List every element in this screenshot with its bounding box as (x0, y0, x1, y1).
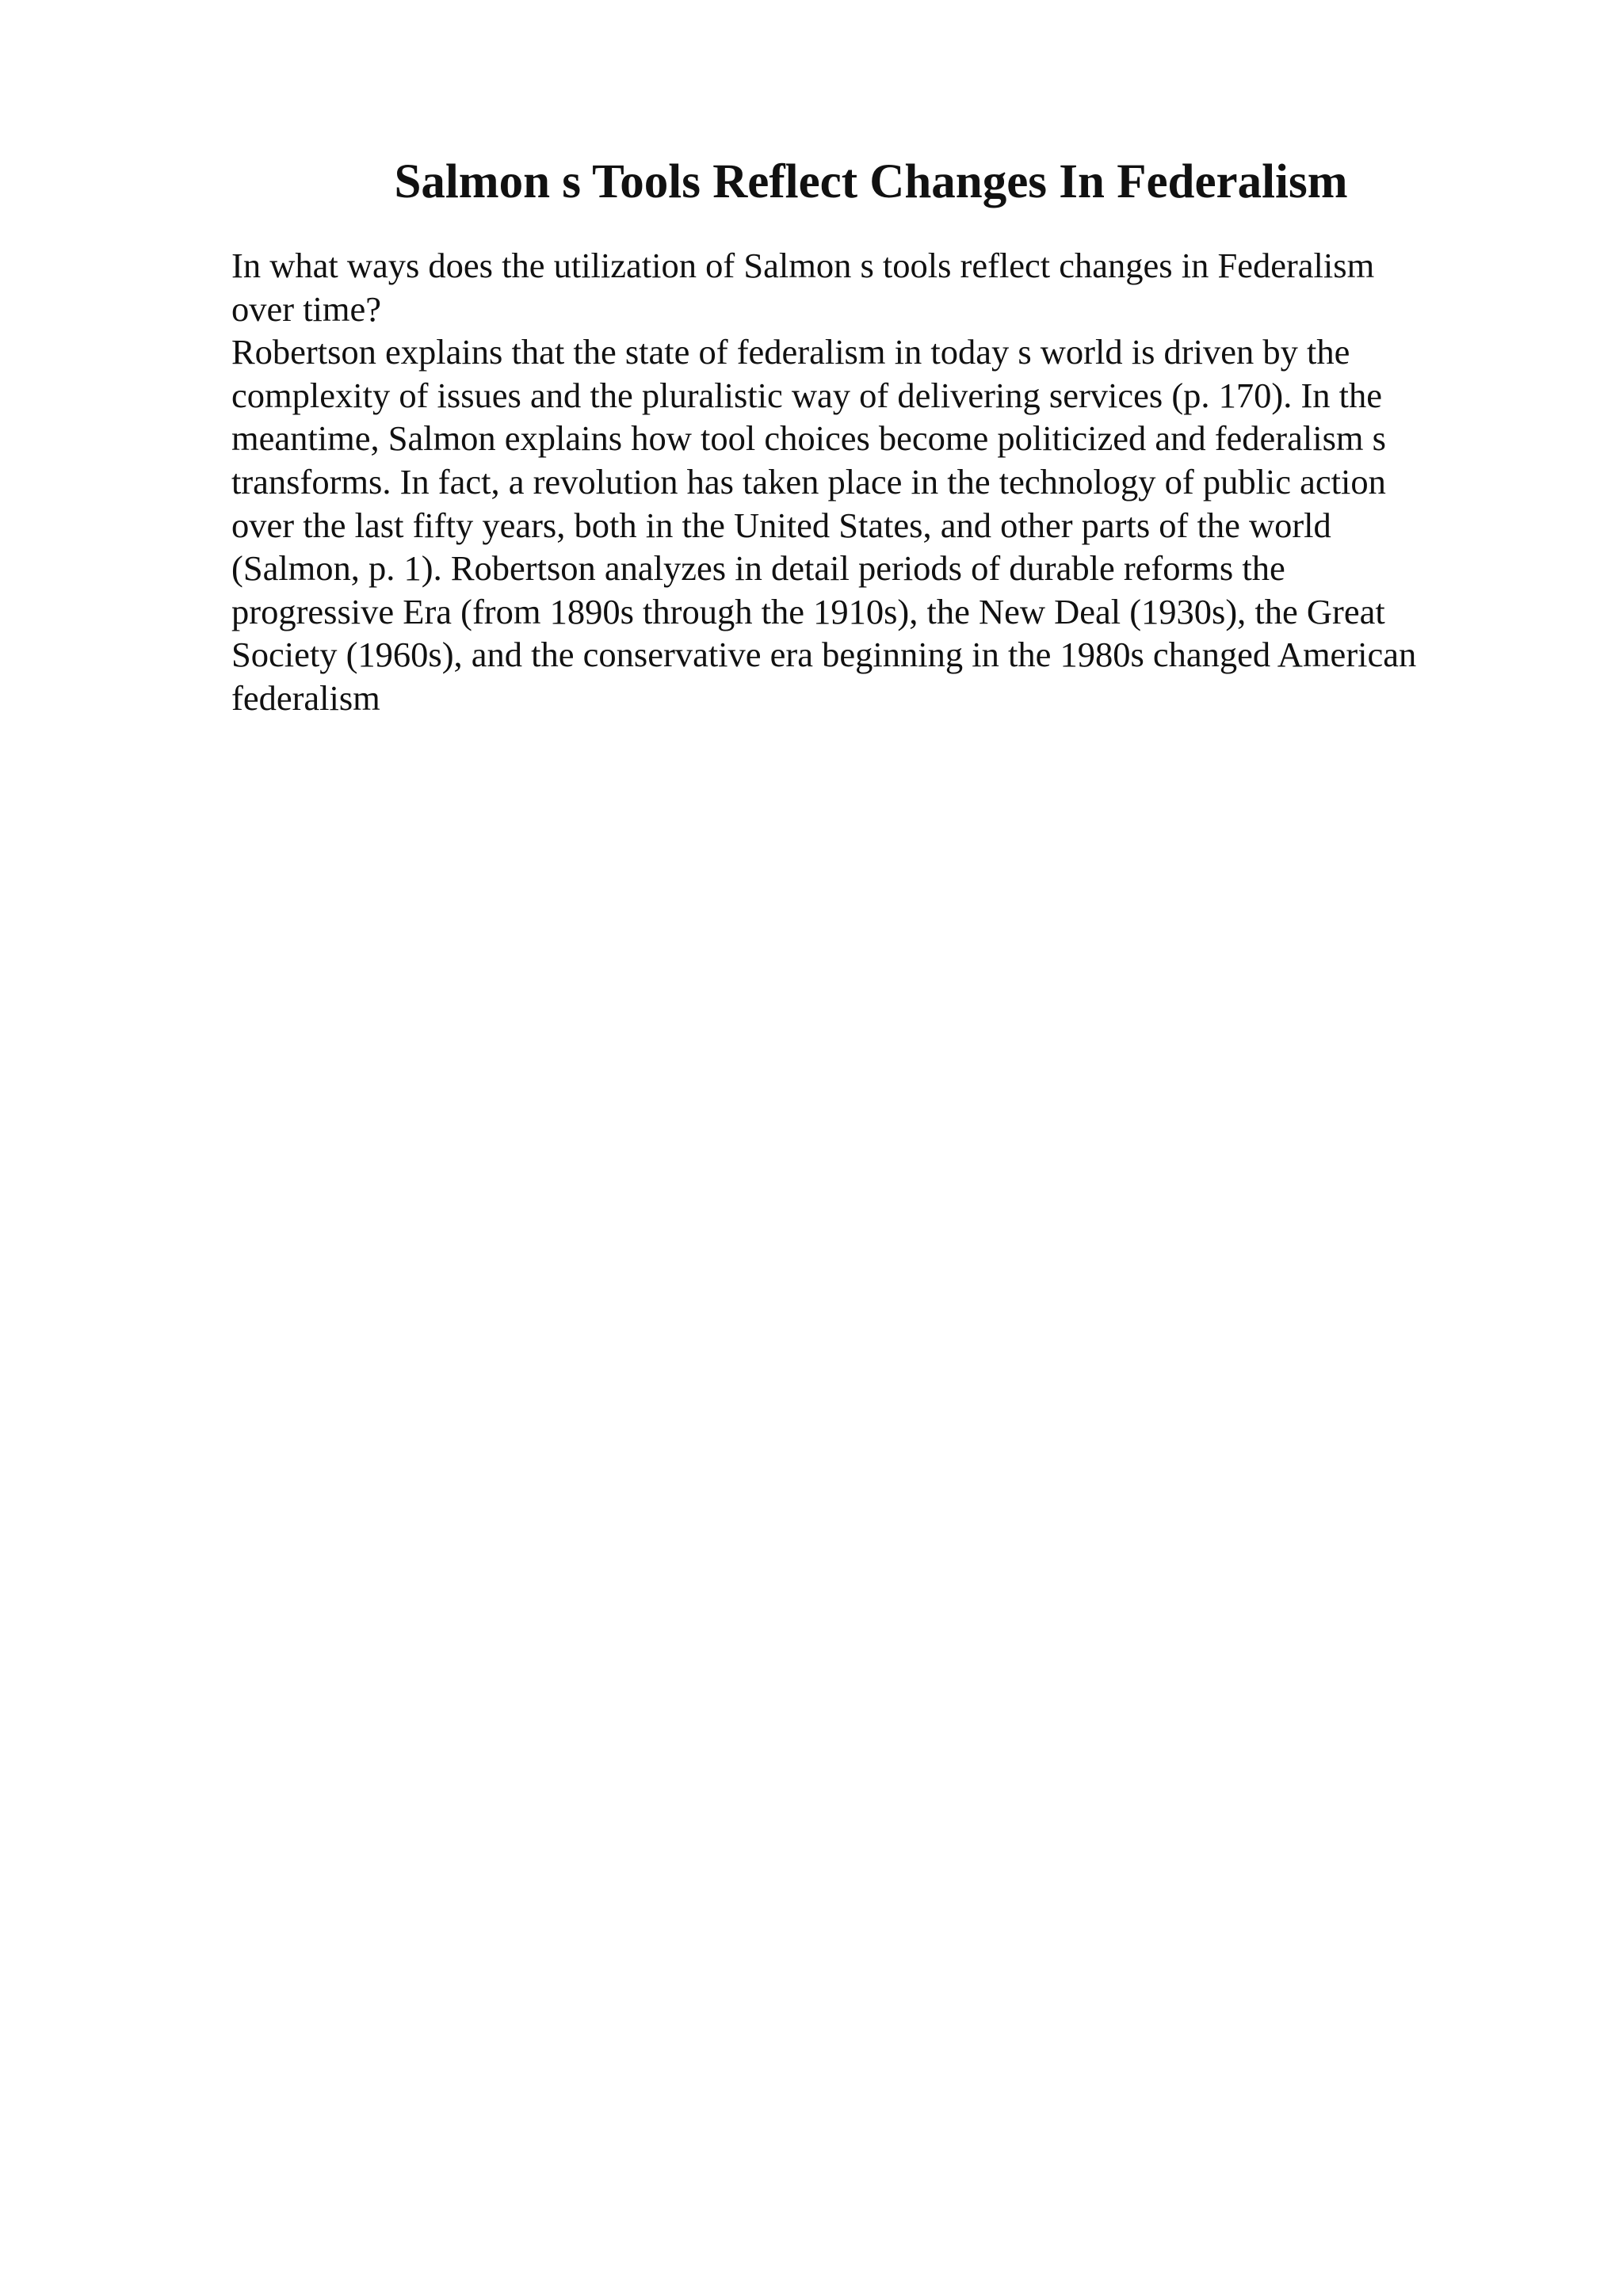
text-line: (Salmon, p. 1). Robertson analyzes in detail periods of durable reforms the (231, 548, 1285, 589)
text-line: progressive Era (from 1890s through the 1910s), the New Deal (1930s), the Great (231, 591, 1385, 631)
text-line: over time? (231, 288, 382, 329)
text-line: federalism (231, 677, 380, 718)
text-line: transforms. In fact, a revolution has taken place in the technology of public action (231, 461, 1386, 502)
answer-paragraph (231, 330, 1515, 719)
text-line: meantime, Salmon explains how tool choices become politicized and federalism s (231, 418, 1386, 459)
text-line: In what ways does the utilization of Salmon s tools reflect changes in Federalism (231, 246, 1375, 285)
text-line: complexity of issues and the pluralistic way of delivering services (p. 170). In the (231, 375, 1383, 415)
text-line: Society (1960s), and the conservative era beginning in the 1980s changed American (231, 635, 1417, 675)
question-paragraph (231, 244, 1515, 330)
document-body (231, 244, 1515, 720)
text-line: Robertson explains that the state of federalism in today s world is driven by the (231, 332, 1350, 372)
page-title: Salmon s Tools Reflect Changes In Federalism (394, 155, 1348, 208)
text-line: over the last fifty years, both in the United States, and other parts of the world (231, 505, 1331, 545)
